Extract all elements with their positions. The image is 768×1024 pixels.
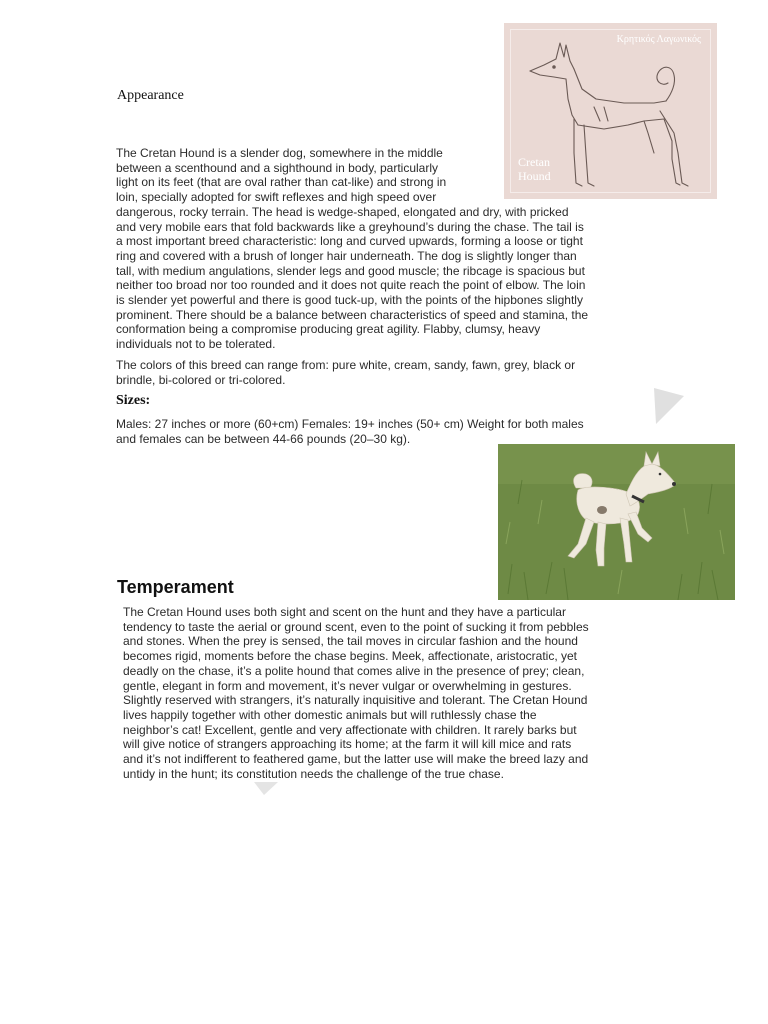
dog-photo-drawing [498, 444, 735, 600]
sketch-caption-line1: Cretan [518, 155, 550, 169]
text-line: The Cretan Hound is a slender dog, somewhere in the middle [116, 146, 443, 160]
text-line: is slender yet powerful and there is good tuck-up, with the points of the hipbones slightly [116, 293, 583, 308]
text-line: Slightly reserved with strangers, it’s naturally inquisitive and tolerant. The Cretan Hound [123, 693, 588, 708]
decorative-triangle-marker [252, 780, 280, 796]
text-line: tall, with medium angulations, slender legs and good muscle; the ribcage is spacious but [116, 263, 585, 278]
text-line: conformation being a compromise producing great agility. Flabby, clumsy, heavy [116, 322, 541, 337]
text-line: neither too broad nor too rounded and it does not quite reach the point of elbow. The loin [116, 278, 586, 293]
text-line: and it’s not indifferent to feathered game, but the latter use will make the breed lazy and [123, 752, 589, 767]
text-line: The colors of this breed can range from: pure white, cream, sandy, fawn, grey, black or [116, 358, 576, 372]
sizes-heading: Sizes: [116, 393, 151, 408]
sizes-paragraph [116, 417, 584, 446]
text-line: deadly on the chase, it’s a polite hound that comes alive in the presence of prey; clean, [123, 663, 585, 678]
text-line: between a scenthound and a sighthound in body, particularly [116, 160, 439, 175]
text-line: a most important breed characteristic: long and curved upwards, forming a loose or tight [116, 234, 583, 249]
text-line: ring and covered with a brush of longer hair underneath. The dog is slightly longer than [116, 248, 577, 263]
cretan-hound-photo [498, 444, 735, 600]
text-line: The Cretan Hound uses both sight and scent on the hunt and they have a particular [123, 605, 566, 619]
text-line: and stones. When the prey is sensed, the tail moves in circular fashion and the hound [123, 634, 578, 649]
text-line: will give notice of strangers approaching its home; at the farm it will kill mice and rats [123, 737, 572, 752]
text-line: tendency to taste the aerial or ground scent, even to the point of sucking it from pebbles [123, 619, 589, 634]
text-line: lives happily together with other domestic animals but will ruthlessly chase the [123, 707, 537, 722]
appearance-heading: Appearance [117, 88, 184, 103]
appearance-paragraph-2 [116, 358, 575, 387]
text-line: light on its feet (that are oval rather than cat-like) and strong in [116, 175, 447, 190]
sketch-caption-line2: Hound [518, 169, 551, 183]
text-line: dangerous, rocky terrain. The head is wedge-shaped, elongated and dry, with pricked [116, 204, 569, 219]
text-line: untidy in the hunt; its constitution needs the challenge of the true chase. [123, 766, 504, 781]
temperament-paragraph [123, 605, 589, 781]
appearance-paragraph-1 [116, 146, 588, 352]
text-line: Males: 27 inches or more (60+cm) Females: 19+ inches (50+ cm) Weight for both males [116, 417, 584, 431]
text-line: gentle, elegant in form and movement, it’s never vulgar or overwhelming in gestures. [123, 678, 572, 693]
text-line: and females can be between 44-66 pounds (20–30 kg). [116, 431, 411, 446]
sketch-greek-title: Κρητικός Λαγωνικός [616, 34, 701, 45]
text-line: prominent. There should be a balance between characteristics of speed and stamina, the [116, 307, 589, 322]
text-line: becomes rigid, moments before the chase begins. Meek, affectionate, aristocratic, yet [123, 649, 578, 664]
text-line: and very mobile ears that fold backwards like a greyhound’s during the chase. The tail is [116, 219, 584, 234]
decorative-triangle-marker [652, 386, 686, 426]
text-line: loin, specially adopted for swift reflexes and high speed over [116, 190, 437, 205]
temperament-heading: Temperament [117, 577, 234, 597]
text-line: individuals not to be tolerated. [116, 337, 276, 352]
text-line: brindle, bi-colored or tri-colored. [116, 372, 286, 387]
text-line: neighbor’s cat! Excellent, gentle and very affectionate with children. It rarely barks but [123, 722, 577, 737]
